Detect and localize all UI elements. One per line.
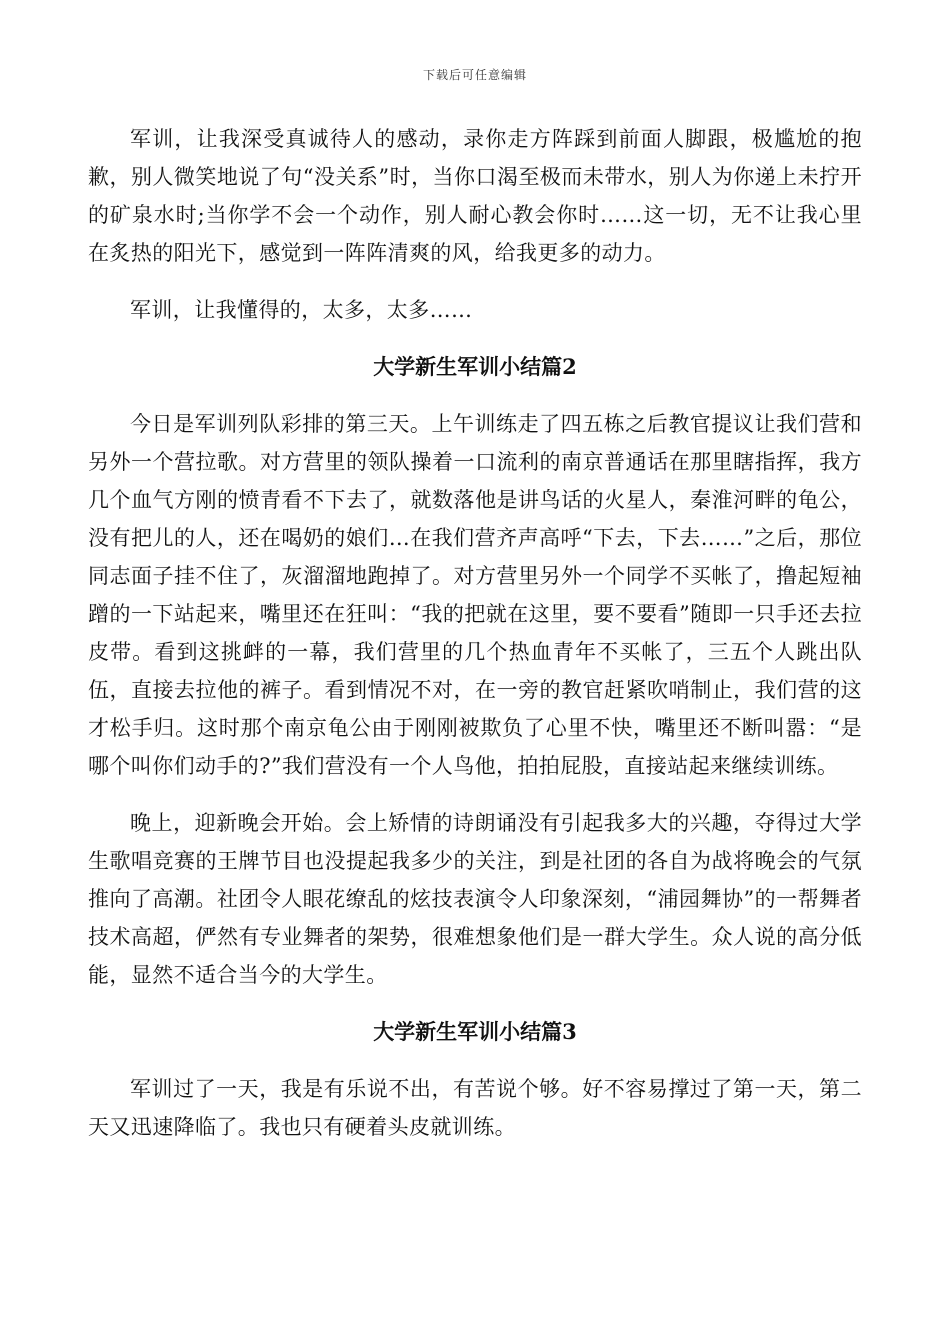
paragraph: 晚上，迎新晚会开始。会上矫情的诗朗诵没有引起我多大的兴趣，夺得过大学生歌唱竞赛的王牌节目也没提起我多少的关注，到是社团的各自为战将晚会的气氛推向了高潮。社团令人眼花缭乱的炫技表演令人印象深刻，“浦园舞协”的一帮舞者技术高超，俨然有专业舞者的架势，很难想象他们是一群大学生。众人说的高分低能，显然不适合当今的大学生。 [88, 811, 862, 987]
section-title: 大学新生军训小结篇3 [373, 1019, 577, 1044]
header-note: 下载后可任意编辑 [422, 68, 527, 82]
section-title: 大学新生军训小结篇2 [373, 354, 577, 379]
paragraph: 军训过了一天，我是有乐说不出，有苦说个够。好不容易撑过了第一天，第二天又迅速降临了。我也只有硬着头皮就训练。 [88, 1077, 862, 1139]
paragraph: 今日是军训列队彩排的第三天。上午训练走了四五栋之后教官提议让我们营和另外一个营拉歌。对方营里的领队操着一口流利的南京普通话在那里瞎指挥，我方几个血气方刚的愤青看不下去了，就数落他是讲鸟话的火星人，秦淮河畔的龟公，没有把儿的人，还在喝奶的娘们…在我们营齐声高呼“下去，下去……”之后，那位同志面子挂不住了，灰溜溜地跑掉了。对方营里另外一个同学不买帐了，撸起短袖蹭的一下站起来，嘴里还在狂叫：“我的把就在这里，要不要看”随即一只手还去拉皮带。看到这挑衅的一幕，我们营里的几个热血青年不买帐了，三五个人跳出队伍，直接去拉他的裤子。看到情况不对，在一旁的教官赶紧吹哨制止，我们营的这才松手归。这时那个南京龟公由于刚刚被欺负了心里不快，嘴里还不断叫嚣：“是哪个叫你们动手的?”我们营没有一个人鸟他，拍拍屁股，直接站起来继续训练。 [88, 412, 862, 778]
paragraph: 军训，让我懂得的，太多，太多…… [130, 298, 473, 322]
paragraph: 军训，让我深受真诚待人的感动，录你走方阵踩到前面人脚跟，极尴尬的抱歉，别人微笑地说了句“没关系”时，当你口渴至极而未带水，别人为你递上未拧开的矿泉水时;当你学不会一个动作，别人耐心教会你时……这一切，无不让我心里在炙热的阳光下，感觉到一阵阵清爽的风，给我更多的动力。 [88, 127, 862, 265]
document-body [88, 120, 862, 1165]
